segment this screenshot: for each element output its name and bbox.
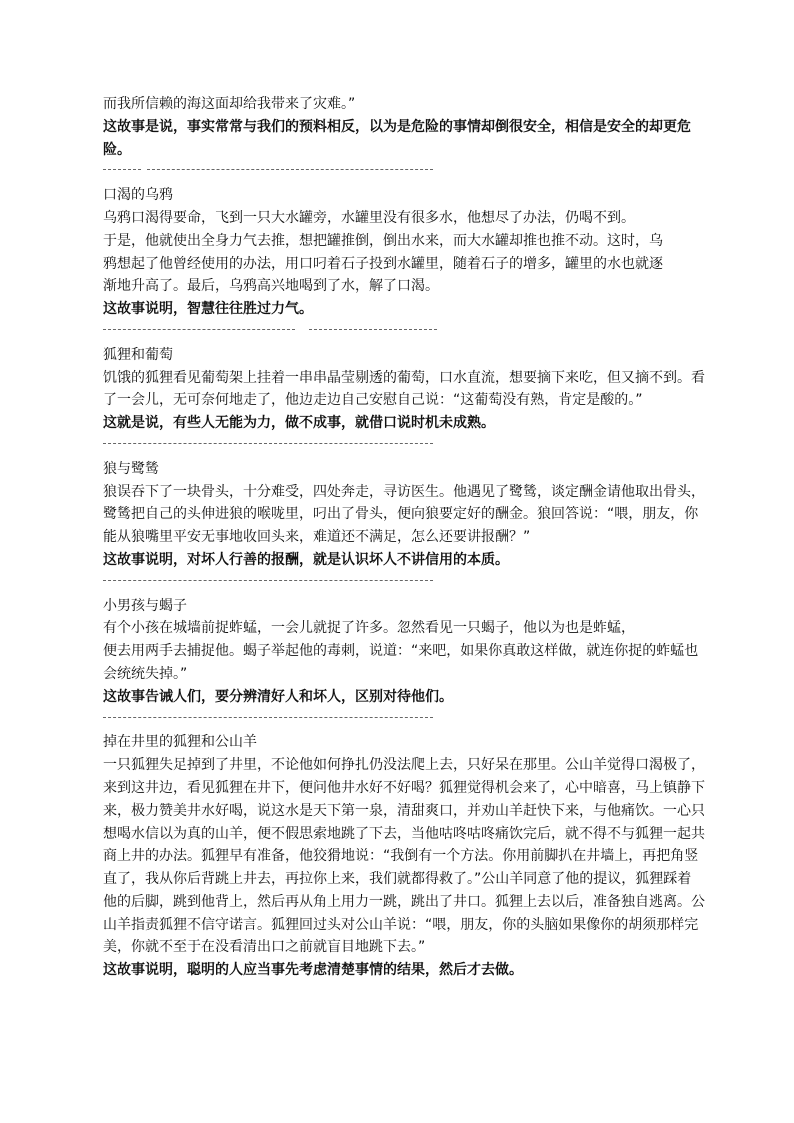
story-title: 口渴的乌鸦 — [103, 187, 173, 204]
story-line: 美，你就不至于在没看清出口之前就盲目地跳下去。” — [103, 939, 426, 956]
story-moral: 这故事说明，智慧往往胜过力气。 — [103, 301, 313, 318]
story-line: 狼误吞下了一块骨头，十分难受，四处奔走，寻访医生。他遇见了鹭鸶，谈定酬金请他取出骨头， — [103, 483, 705, 500]
story-line: 来，极力赞美井水好喝，说这水是天下第一泉，清甜爽口，并劝山羊赶快下来，与他痛饮。一心只 — [103, 802, 705, 819]
story-section — [103, 344, 711, 435]
dashed-separator — [103, 435, 711, 458]
story-line: 会统统失掉。” — [103, 665, 188, 682]
dashed-separator — [103, 321, 711, 344]
story-line: 渐地升高了。最后，乌鸦高兴地喝到了水，解了口渴。 — [103, 278, 439, 295]
story-line: 能从狼嘴里平安无事地收回头来，难道还不满足，怎么还要讲报酬？” — [103, 529, 531, 546]
document-body — [103, 93, 711, 982]
story-moral: 险。 — [103, 141, 131, 158]
story-line: 鸦想起了他曾经使用的办法，用口叼着石子投到水罐里，随着石子的增多，罐里的水也就逐 — [103, 255, 663, 272]
story-title: 掉在井里的狐狸和公山羊 — [103, 734, 257, 751]
story-line: 而我所信赖的海这面却给我带来了灾难。” — [103, 96, 356, 112]
story-continuation — [103, 93, 711, 161]
story-line: 饥饿的狐狸看见葡萄架上挂着一串串晶莹剔透的葡萄，口水直流，想要摘下来吃，但又摘不到。看 — [103, 369, 705, 386]
story-moral: 这就是说，有些人无能为力，做不成事，就借口说时机未成熟。 — [103, 415, 495, 432]
story-line: 直了，我从你后背跳上井去，再拉你上来，我们就都得救了。”公山羊同意了他的提议，狐狸踩着 — [103, 871, 692, 888]
dashed-separator — [103, 709, 711, 732]
story-line: 想喝水信以为真的山羊，便不假思索地跳了下去，当他咕咚咕咚痛饮完后，就不得不与狐狸一起共 — [103, 825, 705, 842]
story-line: 他的后脚，跳到他背上，然后再从角上用力一跳，跳出了井口。狐狸上去以后，准备独自逃离。公 — [103, 893, 705, 910]
story-line: 有个小孩在城墙前捉蚱蜢，一会儿就捉了许多。忽然看见一只蝎子，他以为也是蚱蜢， — [103, 620, 635, 637]
story-line: 来到这井边，看见狐狸在井下，便问他井水好不好喝？狐狸觉得机会来了，心中暗喜，马上镇静下 — [103, 779, 705, 796]
story-section — [103, 458, 711, 572]
story-moral: 这故事是说，事实常常与我们的预料相反，以为是危险的事情却倒很安全，相信是安全的却更危 — [103, 118, 691, 135]
story-line: 鹭鸶把自己的头伸进狼的喉咙里，叼出了骨头，便向狼要定好的酬金。狼回答说：“喂，朋友，你 — [103, 506, 699, 523]
story-title: 狼与鹭鸶 — [103, 460, 159, 477]
story-line: 便去用两手去捕捉他。蝎子举起他的毒刺，说道：“来吧，如果你真敢这样做，就连你捉的蚱蜢也 — [103, 643, 699, 660]
story-section — [103, 184, 711, 321]
story-line: 山羊指责狐狸不信守诺言。狐狸回过头对公山羊说：“喂，朋友，你的头脑如果像你的胡须那样完 — [103, 916, 699, 933]
story-line: 了一会儿，无可奈何地走了，他边走边自己安慰自己说：“这葡萄没有熟，肯定是酸的。” — [103, 392, 643, 409]
story-title: 小男孩与蝎子 — [103, 597, 187, 614]
story-line: 商上井的办法。狐狸早有准备，他狡猾地说：“我倒有一个方法。你用前脚扒在井墙上，再把角竖 — [103, 848, 699, 865]
dashed-separator — [103, 161, 711, 184]
story-moral: 这故事说明，聪明的人应当事先考虑清楚事情的结果，然后才去做。 — [103, 962, 523, 979]
dashed-separator — [103, 572, 711, 595]
story-title: 狐狸和葡萄 — [103, 346, 173, 363]
story-line: 一只狐狸失足掉到了井里，不论他如何挣扎仍没法爬上去，只好呆在那里。公山羊觉得口渴极了， — [103, 757, 705, 774]
story-moral: 这故事告诫人们，要分辨清好人和坏人，区别对待他们。 — [103, 688, 453, 705]
story-section — [103, 731, 711, 982]
story-line: 乌鸦口渴得要命，飞到一只大水罐旁，水罐里没有很多水，他想尽了办法，仍喝不到。 — [103, 209, 635, 226]
story-moral: 这故事说明，对坏人行善的报酬，就是认识坏人不讲信用的本质。 — [103, 551, 509, 568]
story-line: 于是，他就使出全身力气去推，想把罐推倒，倒出水来，而大水罐却推也推不动。这时，乌 — [103, 232, 663, 249]
story-section — [103, 595, 711, 709]
